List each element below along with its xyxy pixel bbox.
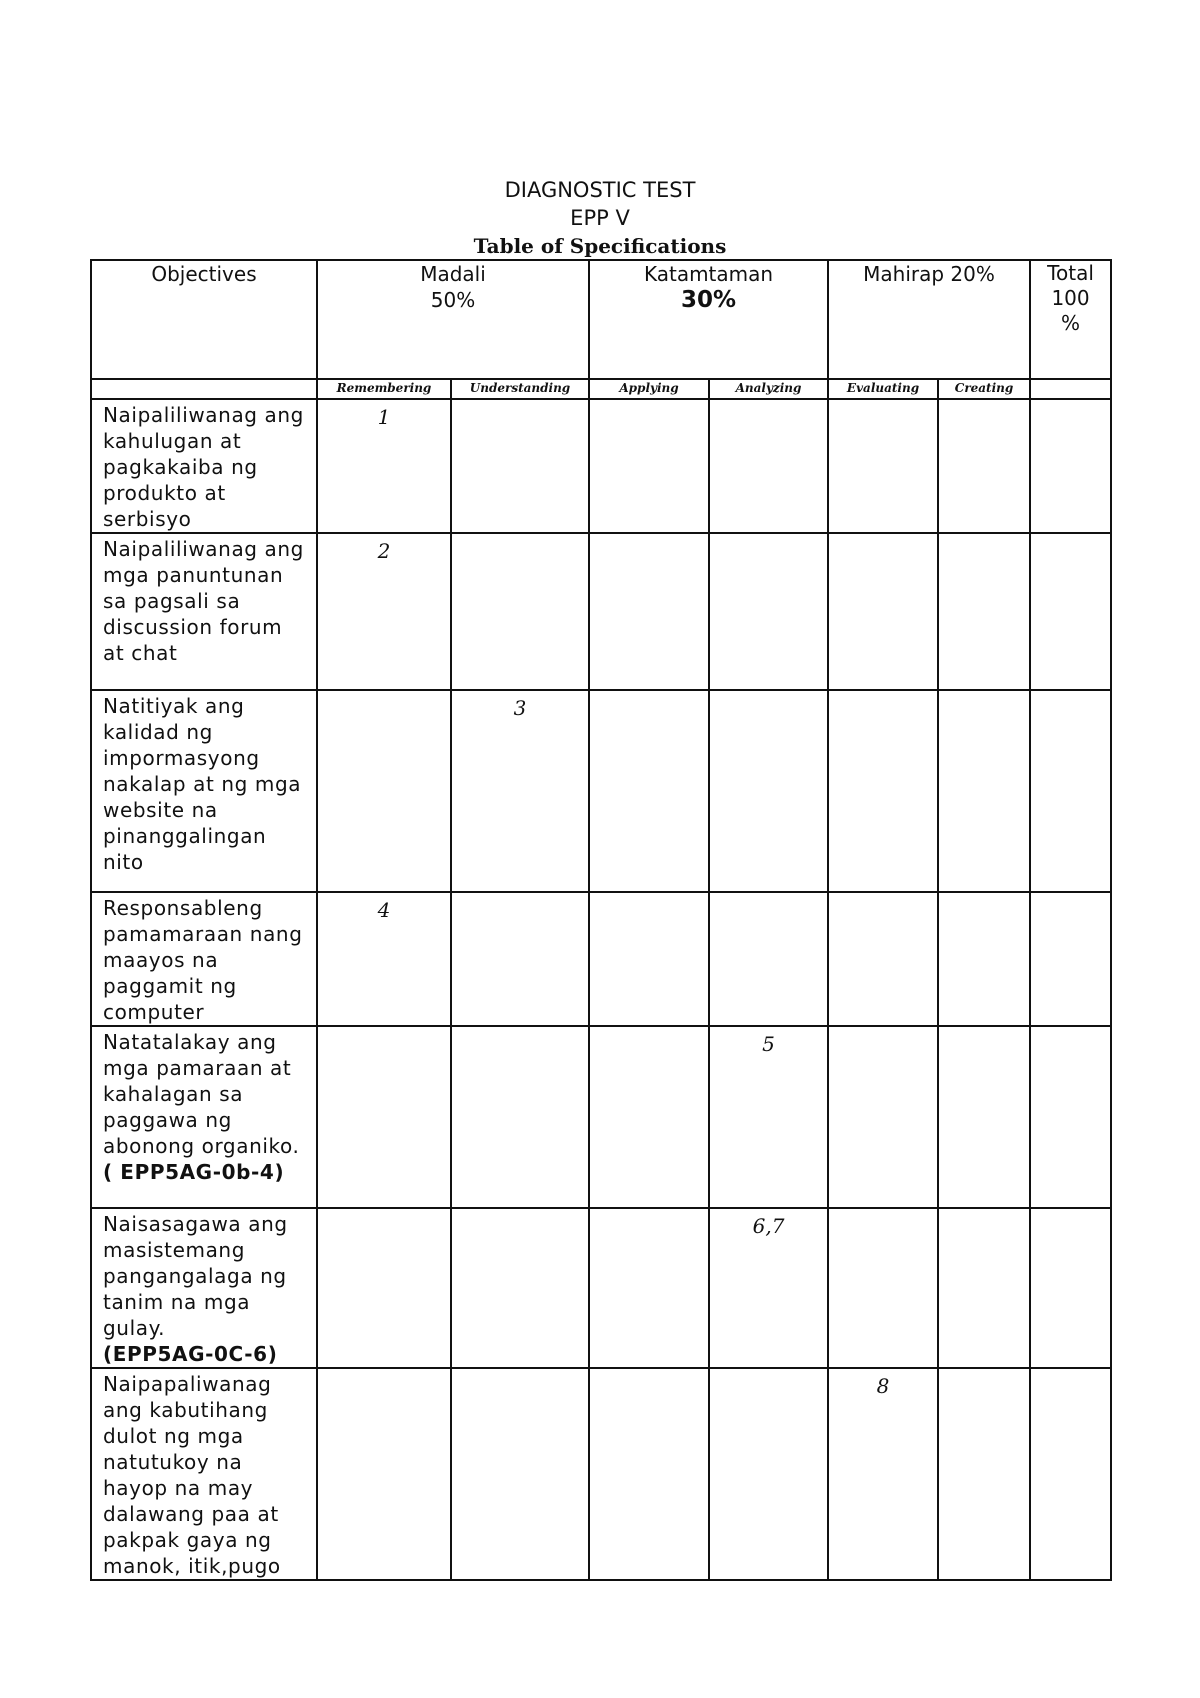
table-row [91,1026,1111,1208]
objective-text: Naipapaliwanag ang kabutihang dulot ng mga natutukoy na hayop na may dalawang paa at pakpak gaya ng manok, itik,pugo [103,1372,281,1578]
table-row [91,1368,1111,1580]
empty-cell [589,1026,709,1208]
table-row [91,533,1111,690]
total-cell [1030,399,1111,533]
objective-text: Responsableng pamamaraan nang maayos na paggamit ng computer [103,896,303,1024]
empty-cell [828,690,938,892]
katamtaman-header [589,260,828,379]
empty-cell [589,690,709,892]
item-number: 2 [317,533,451,690]
madali-header [317,260,589,379]
empty-cell [828,1208,938,1368]
empty-cell [451,1368,589,1580]
empty-cell [709,1368,828,1580]
madali-label: Madali [420,262,486,286]
empty-cell [938,399,1030,533]
empty-cell [709,690,828,892]
total-cell [1030,690,1111,892]
item-number: 1 [317,399,451,533]
level-understanding: Understanding [451,379,589,399]
empty-cell [828,533,938,690]
level-analyzing: Analyzing [709,379,828,399]
total-cell [1030,533,1111,690]
empty-cell [828,1026,938,1208]
objective-cell [91,399,317,533]
total-header: Total 100 % [1030,260,1111,379]
objective-cell [91,690,317,892]
empty-cell [589,1368,709,1580]
table-row [91,892,1111,1026]
objective-text: Naipaliliwanag ang mga panuntunan sa pagsali sa discussion forum at chat [103,537,304,665]
empty-cell [938,1208,1030,1368]
empty-cell [938,533,1030,690]
empty-cell [589,399,709,533]
total-cell [1030,1026,1111,1208]
objective-text: Natitiyak ang kalidad ng impormasyong nakalap at ng mga website na pinanggalingan nito [103,694,302,874]
empty-cell [451,1026,589,1208]
total-blank-cell [1030,379,1111,399]
specifications-table [90,259,1112,1581]
empty-cell [451,533,589,690]
objective-cell [91,533,317,690]
empty-cell [451,892,589,1026]
empty-cell [938,1368,1030,1580]
level-evaluating: Evaluating [828,379,938,399]
empty-cell [828,892,938,1026]
subject-title: EPP V [570,206,630,230]
objective-cell [91,1368,317,1580]
item-number: 5 [709,1026,828,1208]
table-row [91,690,1111,892]
objective-text: Natatalakay ang mga pamaraan at kahalagan sa paggawa ng abonong organiko. [103,1030,300,1158]
competency-code: ( EPP5AG-0b-4) [103,1160,285,1184]
total-cell [1030,1208,1111,1368]
empty-cell [451,399,589,533]
empty-cell [317,1368,451,1580]
empty-cell [709,533,828,690]
objective-cell [91,892,317,1026]
level-applying: Applying [589,379,709,399]
mahirap-header: Mahirap 20% [828,260,1030,379]
empty-cell [451,1208,589,1368]
competency-code: (EPP5AG-0C-6) [103,1342,278,1366]
objective-cell [91,1208,317,1368]
document-title: DIAGNOSTIC TEST [504,178,696,202]
levels-row [91,379,1111,399]
objective-text: Naipaliliwanag ang kahulugan at pagkakaiba ng produkto at serbisyo [103,403,304,531]
total-cell [1030,892,1111,1026]
empty-cell [709,399,828,533]
table-row [91,399,1111,533]
empty-cell [589,892,709,1026]
empty-cell [828,399,938,533]
objective-cell [91,1026,317,1208]
empty-cell [317,690,451,892]
empty-cell [589,1208,709,1368]
item-number: 8 [828,1368,938,1580]
item-number: 4 [317,892,451,1026]
empty-cell [589,533,709,690]
empty-cell [938,690,1030,892]
objective-text: Naisasagawa ang masistemang pangangalaga ng tanim na mga gulay. [103,1212,288,1340]
levels-blank-cell [91,379,317,399]
empty-cell [938,892,1030,1026]
table-row [91,1208,1111,1368]
level-creating: Creating [938,379,1030,399]
empty-cell [938,1026,1030,1208]
empty-cell [317,1208,451,1368]
empty-cell [709,892,828,1026]
table-title: Table of Specifications [473,234,727,258]
empty-cell [317,1026,451,1208]
item-number: 3 [451,690,589,892]
objectives-header: Objectives [91,260,317,379]
header-row [91,260,1111,379]
total-cell [1030,1368,1111,1580]
level-remembering: Remembering [317,379,451,399]
item-number: 6,7 [709,1208,828,1368]
madali-percent: 50% [430,288,476,312]
katamtaman-percent: 30% [680,287,737,313]
katamtaman-label: Katamtaman [643,262,774,286]
